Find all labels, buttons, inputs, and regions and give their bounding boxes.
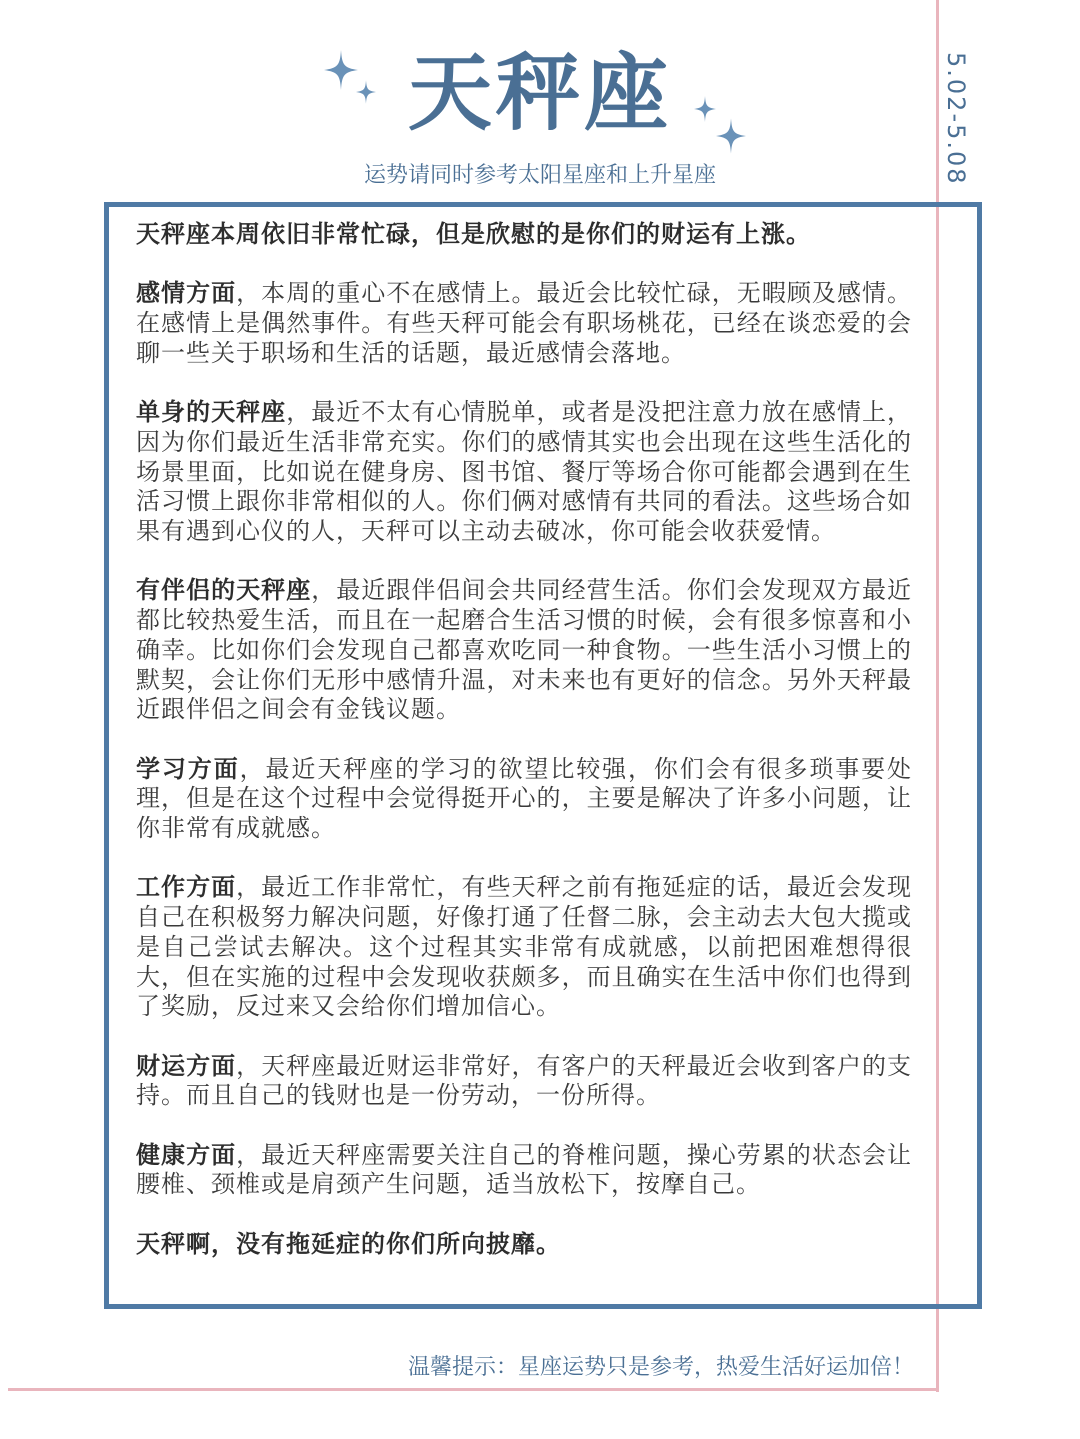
section-single: 单身的天秤座，最近不太有心情脱单，或者是没把注意力放在感情上，因为你们最近生活非常充实。你们的感情其实也会出现在这些生活化的场景里面，比如说在健身房、图书馆、餐厅等场合你可能都会遇到在生活习惯上跟你非常相似的人。你们俩对感情有共同的看法。这些场合如果有遇到心仪的人，天秤可以主动去破冰，你可能会收获爱情。: [136, 398, 913, 545]
date-range: 5.02-5.08: [942, 52, 970, 186]
section-partnered: 有伴侣的天秤座，最近跟伴侣间会共同经营生活。你们会发现双方最近都比较热爱生活，而且在一起磨合生活习惯的时候，会有很多惊喜和小确幸。比如你们会发现自己都喜欢吃同一种食物。一些生活小习惯上的默契，会让你们无形中感情升温，对未来也有更好的信念。另外天秤最近跟伴侣之间会有金钱议题。: [136, 576, 912, 724]
article-body: [136, 220, 912, 1289]
section-work: 工作方面，最近工作非常忙，有些天秤之前有拖延症的话，最近会发现自己在积极努力解决问题，好像打通了任督二脉，会主动去大包大揽或是自己尝试去解决。这个过程其实非常有成就感，以前把困难想得很大，但在实施的过程中会发现收获颇多，而且确实在生活中你们也得到了奖励，反过来又会给你们增加信心。: [136, 873, 913, 1021]
footer-tip: 温馨提示：星座运势只是参考，热爱生活好运加倍！: [407, 1355, 914, 1380]
subtitle: 运势请同时参考太阳星座和上升星座: [363, 163, 716, 188]
pink-horizontal-line: [8, 1388, 939, 1391]
section-love: 感情方面，本周的重心不在感情上。最近会比较忙碌，无暇顾及感情。在感情上是偶然事件。有些天秤可能会有职场桃花，已经在谈恋爱的会聊一些关于职场和生活的话题，最近感情会落地。: [136, 279, 913, 367]
page-title: 天秤座: [407, 44, 672, 142]
section-study: 学习方面，最近天秤座的学习的欲望比较强，你们会有很多琐事要处理，但是在这个过程中会觉得挺开心的，主要是解决了许多小问题，让你非常有成就感。: [136, 754, 913, 842]
intro-paragraph: 天秤座本周依旧非常忙碌，但是欣慰的是你们的财运有上涨。: [136, 220, 811, 248]
closing-paragraph: 天秤啊，没有拖延症的你们所向披靡。: [136, 1229, 561, 1258]
section-wealth: 财运方面，天秤座最近财运非常好，有客户的天秤最近会收到客户的支持。而且自己的钱财也是一份劳动，一份所得。: [136, 1051, 913, 1110]
section-health: 健康方面，最近天秤座需要关注自己的脊椎问题，操心劳累的状态会让腰椎、颈椎或是肩颈产生问题，适当放松下，按摩自己。: [136, 1140, 913, 1199]
